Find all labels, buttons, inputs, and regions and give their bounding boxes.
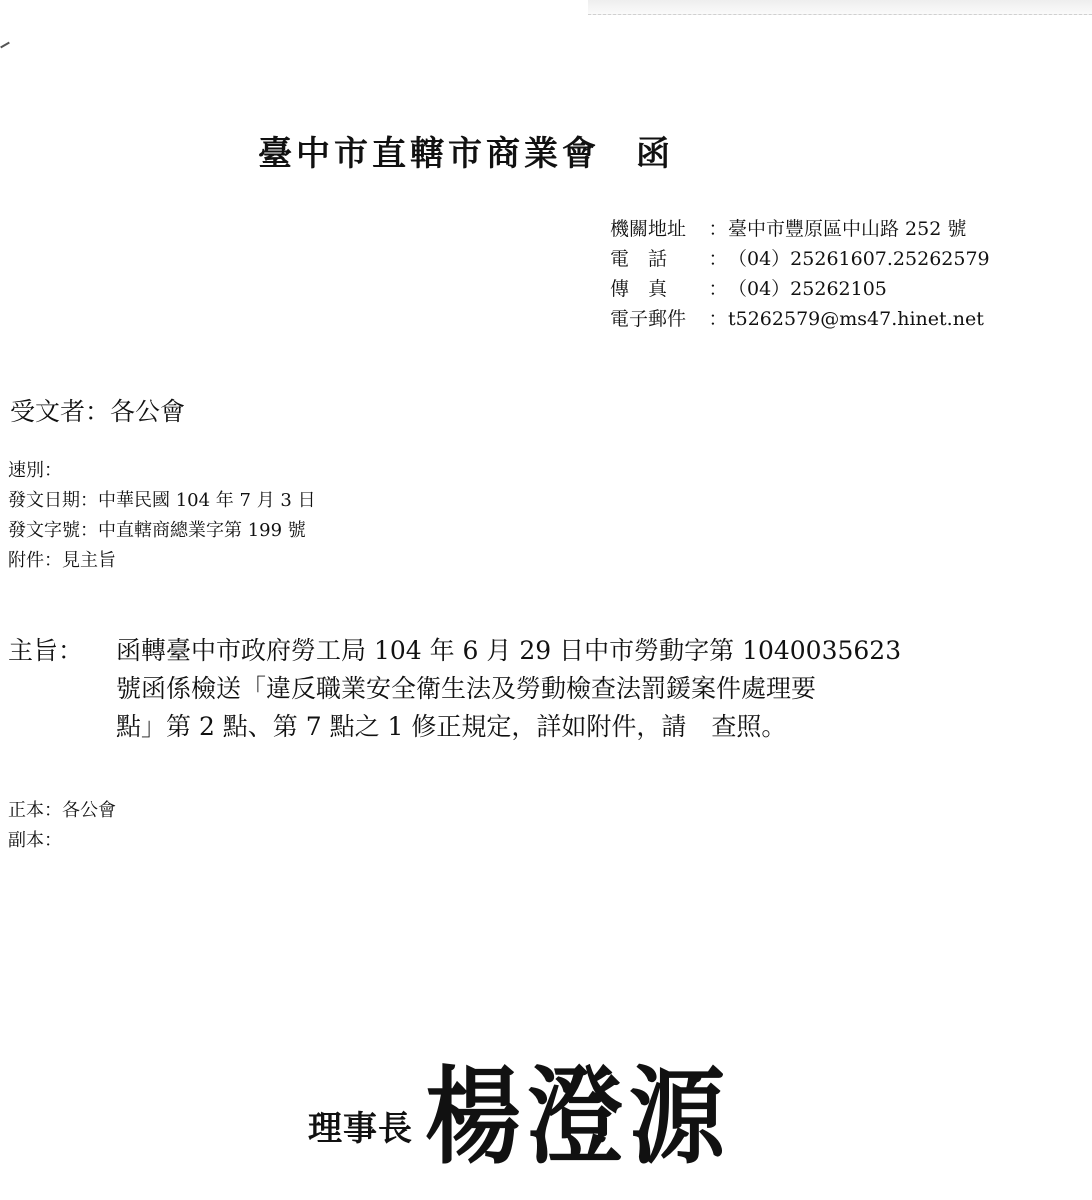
email-value: t5262579@ms47.hinet.net	[728, 308, 984, 330]
number-label: 發文字號	[8, 520, 80, 541]
address-label: 機關地址	[610, 218, 687, 240]
original-value: 各公會	[62, 800, 116, 821]
sender-block	[610, 214, 990, 334]
subject-head: 主旨：	[8, 636, 84, 665]
fax-label: 傳 真	[610, 278, 668, 300]
subject-label: 主旨	[8, 636, 59, 665]
meta-block	[8, 456, 316, 576]
speed-label: 速別	[8, 460, 44, 481]
attachment-row: 附件：見主旨	[8, 550, 116, 571]
attachment-value: 見主旨	[62, 550, 116, 571]
speed-row: 速別：	[8, 460, 62, 481]
scan-edge-strip	[588, 0, 1092, 15]
fax-value: （04）25262105	[728, 278, 887, 300]
date-value: 中華民國 104 年 7 月 3 日	[98, 490, 316, 511]
subject-line-3: 點」第 2 點、第 7 點之 1 修正規定，詳如附件，請 查照。	[116, 712, 787, 741]
attachment-label: 附件	[8, 550, 44, 571]
recipient-value: 各公會	[110, 397, 186, 426]
signature-name: 楊澄源	[425, 1054, 731, 1179]
cc-row: 副本：	[8, 830, 62, 851]
phone-label: 電 話	[610, 248, 668, 270]
org-name: 臺中市直轄市商業會	[258, 134, 600, 174]
copies-block	[8, 796, 116, 856]
number-row: 發文字號：中直轄商總業字第 199 號	[8, 520, 306, 541]
sender-address-row: 機關地址 ： 臺中市豐原區中山路 252 號	[610, 214, 990, 244]
subject-line-1: 函轉臺中市政府勞工局 104 年 6 月 29 日中市勞動字第 1040035623	[116, 636, 902, 665]
recipient-label: 受文者	[10, 397, 86, 426]
original-row: 正本：各公會	[8, 800, 116, 821]
address-value: 臺中市豐原區中山路 252 號	[728, 218, 967, 240]
subject-line-2: 號函係檢送「違反職業安全衛生法及勞動檢查法罰鍰案件處理要	[116, 674, 817, 703]
sender-fax-row: 傳 真 ： （04）25262105	[610, 274, 990, 304]
signature-block	[308, 1054, 731, 1179]
date-row: 發文日期：中華民國 104 年 7 月 3 日	[8, 490, 316, 511]
document-title	[258, 126, 674, 175]
subject-body	[116, 632, 1036, 746]
phone-value: （04）25261607.25262579	[728, 248, 990, 270]
signature-title: 理事長	[308, 1109, 413, 1149]
email-label: 電子郵件	[610, 308, 687, 330]
date-label: 發文日期	[8, 490, 80, 511]
sender-email-row: 電子郵件 ： t5262579@ms47.hinet.net	[610, 304, 990, 334]
sender-phone-row: 電 話 ： （04）25261607.25262579	[610, 244, 990, 274]
cc-label: 副本	[8, 830, 44, 851]
original-label: 正本	[8, 800, 44, 821]
scan-mark	[0, 42, 10, 49]
doc-type: 函	[636, 134, 674, 174]
recipient-line: 受文者：各公會	[10, 397, 186, 426]
number-value: 中直轄商總業字第 199 號	[98, 520, 306, 541]
